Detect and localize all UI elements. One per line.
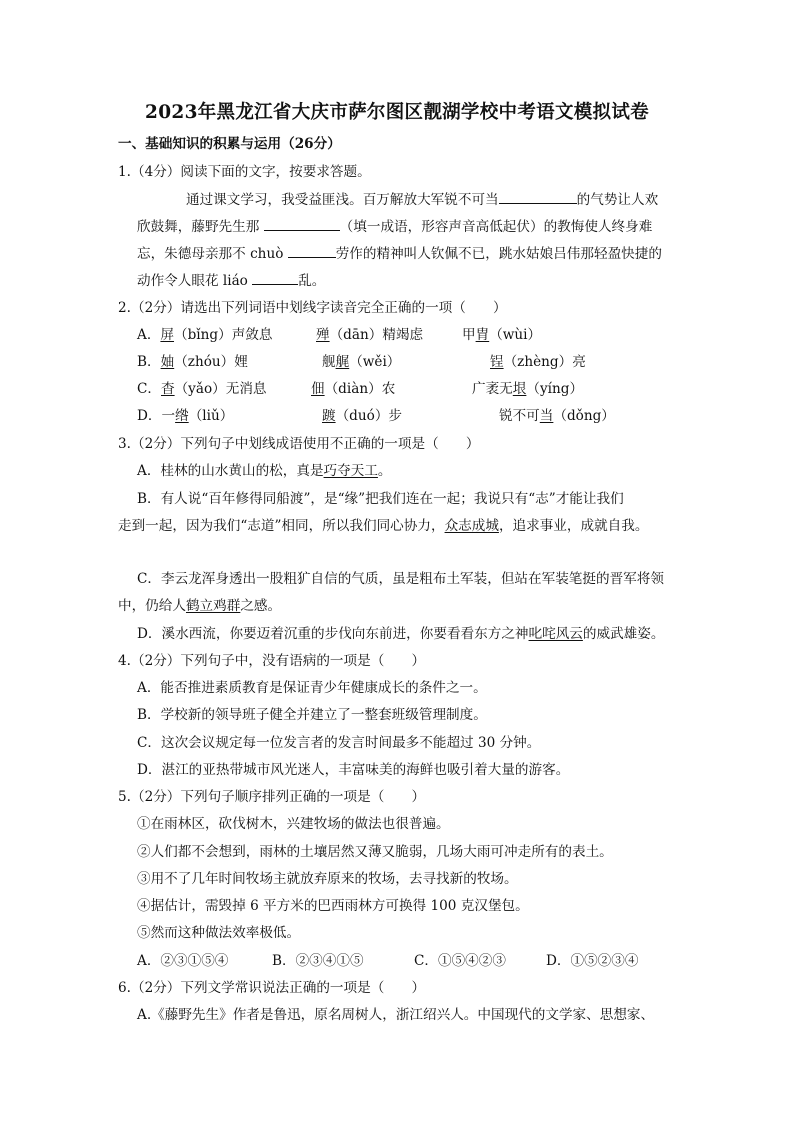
q2-option-b1: B．妯（zhóu）娌 — [137, 354, 248, 370]
q3-option-c-line-1: C．李云龙浑身透出一股粗犷自信的气质，虽是粗布土军装，但站在军装笔挺的晋军将领 — [137, 571, 664, 587]
q1-passage-line-1: 通过课文学习，我受益匪浅。百万解放大军锐不可当 的气势让人欢 — [186, 192, 659, 208]
q3-option-c-line-2: 中，仍给人鹤立鸡群之感。 — [118, 598, 282, 614]
q2-option-c1: C．杳（yǎo）无消息 — [137, 381, 267, 397]
q5-option-b: B．②③④①⑤ — [272, 953, 364, 969]
q2-option-c2: 佃（diàn）农 — [311, 381, 396, 397]
section-heading: 一、基础知识的积累与运用（26分） — [118, 136, 341, 152]
q5-option-a: A．②③①⑤④ — [137, 953, 229, 969]
question-6-stem: 6.（2分）下列文学常识说法正确的一项是（ ） — [118, 980, 426, 996]
answer-blank[interactable] — [252, 271, 298, 285]
q2-option-d2: 踱（duó）步 — [322, 408, 403, 424]
q2-option-c3: 广袤无垠（yíng） — [472, 381, 584, 397]
exam-title: 2023年黑龙江省大庆市萨尔图区靓湖学校中考语文模拟试卷 — [145, 102, 649, 123]
q1-passage-line-3: 忘，朱德母亲那不 chuò 劳作的精神叫人钦佩不已，跳水姑娘吕伟那轻盈快捷的 — [137, 246, 662, 262]
q3-option-b-line-2: 走到一起，因为我们“志道”相同，所以我们同心协力，众志成城，追求事业，成就自我。 — [118, 518, 649, 534]
q4-option-b: B．学校新的领导班子健全并建立了一整套班级管理制度。 — [137, 707, 487, 723]
question-2-stem: 2.（2分）请选出下列词语中划线字读音完全正确的一项（ ） — [118, 300, 507, 316]
q3-option-b-line-1: B．有人说“百年修得同船渡”，是“缘”把我们连在一起；我说只有“志”才能让我们 — [137, 491, 624, 507]
q1-passage-line-4: 动作令人眼花 liáo 乱。 — [137, 273, 326, 289]
q3-option-d: D．溪水西流，你要迈着沉重的步伐向东前进，你要看看东方之神叱咤风云的威武雄姿。 — [137, 626, 665, 642]
q5-option-c: C．①⑤④②③ — [414, 953, 506, 969]
q5-sentence-1: ①在雨林区，砍伐树木，兴建牧场的做法也很普遍。 — [137, 816, 450, 832]
answer-blank[interactable] — [264, 217, 340, 231]
question-3-stem: 3.（2分）下列句子中划线成语使用不正确的一项是（ ） — [118, 436, 480, 452]
q4-option-c: C．这次会议规定每一位发言者的发言时间最多不能超过 30 分钟。 — [137, 735, 541, 751]
q2-option-a1: A．屏（bǐng）声敛息 — [137, 327, 273, 343]
q5-sentence-2: ②人们都不会想到，雨林的土壤居然又薄又脆弱，几场大雨可冲走所有的表土。 — [137, 844, 613, 860]
question-5-stem: 5.（2分）下列句子顺序排列正确的一项是（ ） — [118, 789, 426, 805]
q4-option-a: A．能否推进素质教育是保证青少年健康成长的条件之一。 — [137, 680, 487, 696]
q3-option-a: A．桂林的山水黄山的松，真是巧夺天工。 — [137, 463, 392, 479]
question-4-stem: 4.（2分）下列句子中，没有语病的一项是（ ） — [118, 653, 426, 669]
q2-option-a3: 甲胄（wùi） — [462, 327, 542, 343]
question-1-stem: 1.（4分）阅读下面的文字，按要求答题。 — [118, 164, 371, 180]
q6-option-a: A.《藤野先生》作者是鲁迅，原名周树人，浙江绍兴人。中国现代的文学家、思想家、 — [137, 1007, 655, 1023]
q4-option-d: D．湛江的亚热带城市风光迷人，丰富味美的海鲜也吸引着大量的游客。 — [137, 762, 570, 778]
q5-option-d: D．①⑤②③④ — [546, 953, 639, 969]
q5-sentence-5: ⑤然而这种做法效率极低。 — [137, 925, 301, 941]
q5-sentence-4: ④据估计，需毁掉 6 平方米的巴西雨林方可换得 100 克汉堡包。 — [137, 898, 529, 914]
q2-option-b3: 锃（zhèng）亮 — [490, 354, 586, 370]
q2-option-b2: 舰艉（wěi） — [322, 354, 401, 370]
q5-sentence-3: ③用不了几年时间牧场主就放弃原来的牧场，去寻找新的牧场。 — [137, 871, 518, 887]
q2-option-d3: 锐不可当（dǒng） — [499, 408, 615, 424]
q2-option-d1: D．一绺（liǔ） — [137, 408, 234, 424]
q2-option-a2: 殚（dān）精竭虑 — [316, 327, 424, 343]
q1-passage-line-2: 欣鼓舞，藤野先生那 （填一成语，形容声音高低起伏）的教悔使人终身难 — [137, 219, 653, 235]
answer-blank[interactable] — [499, 190, 577, 204]
answer-blank[interactable] — [288, 244, 336, 258]
